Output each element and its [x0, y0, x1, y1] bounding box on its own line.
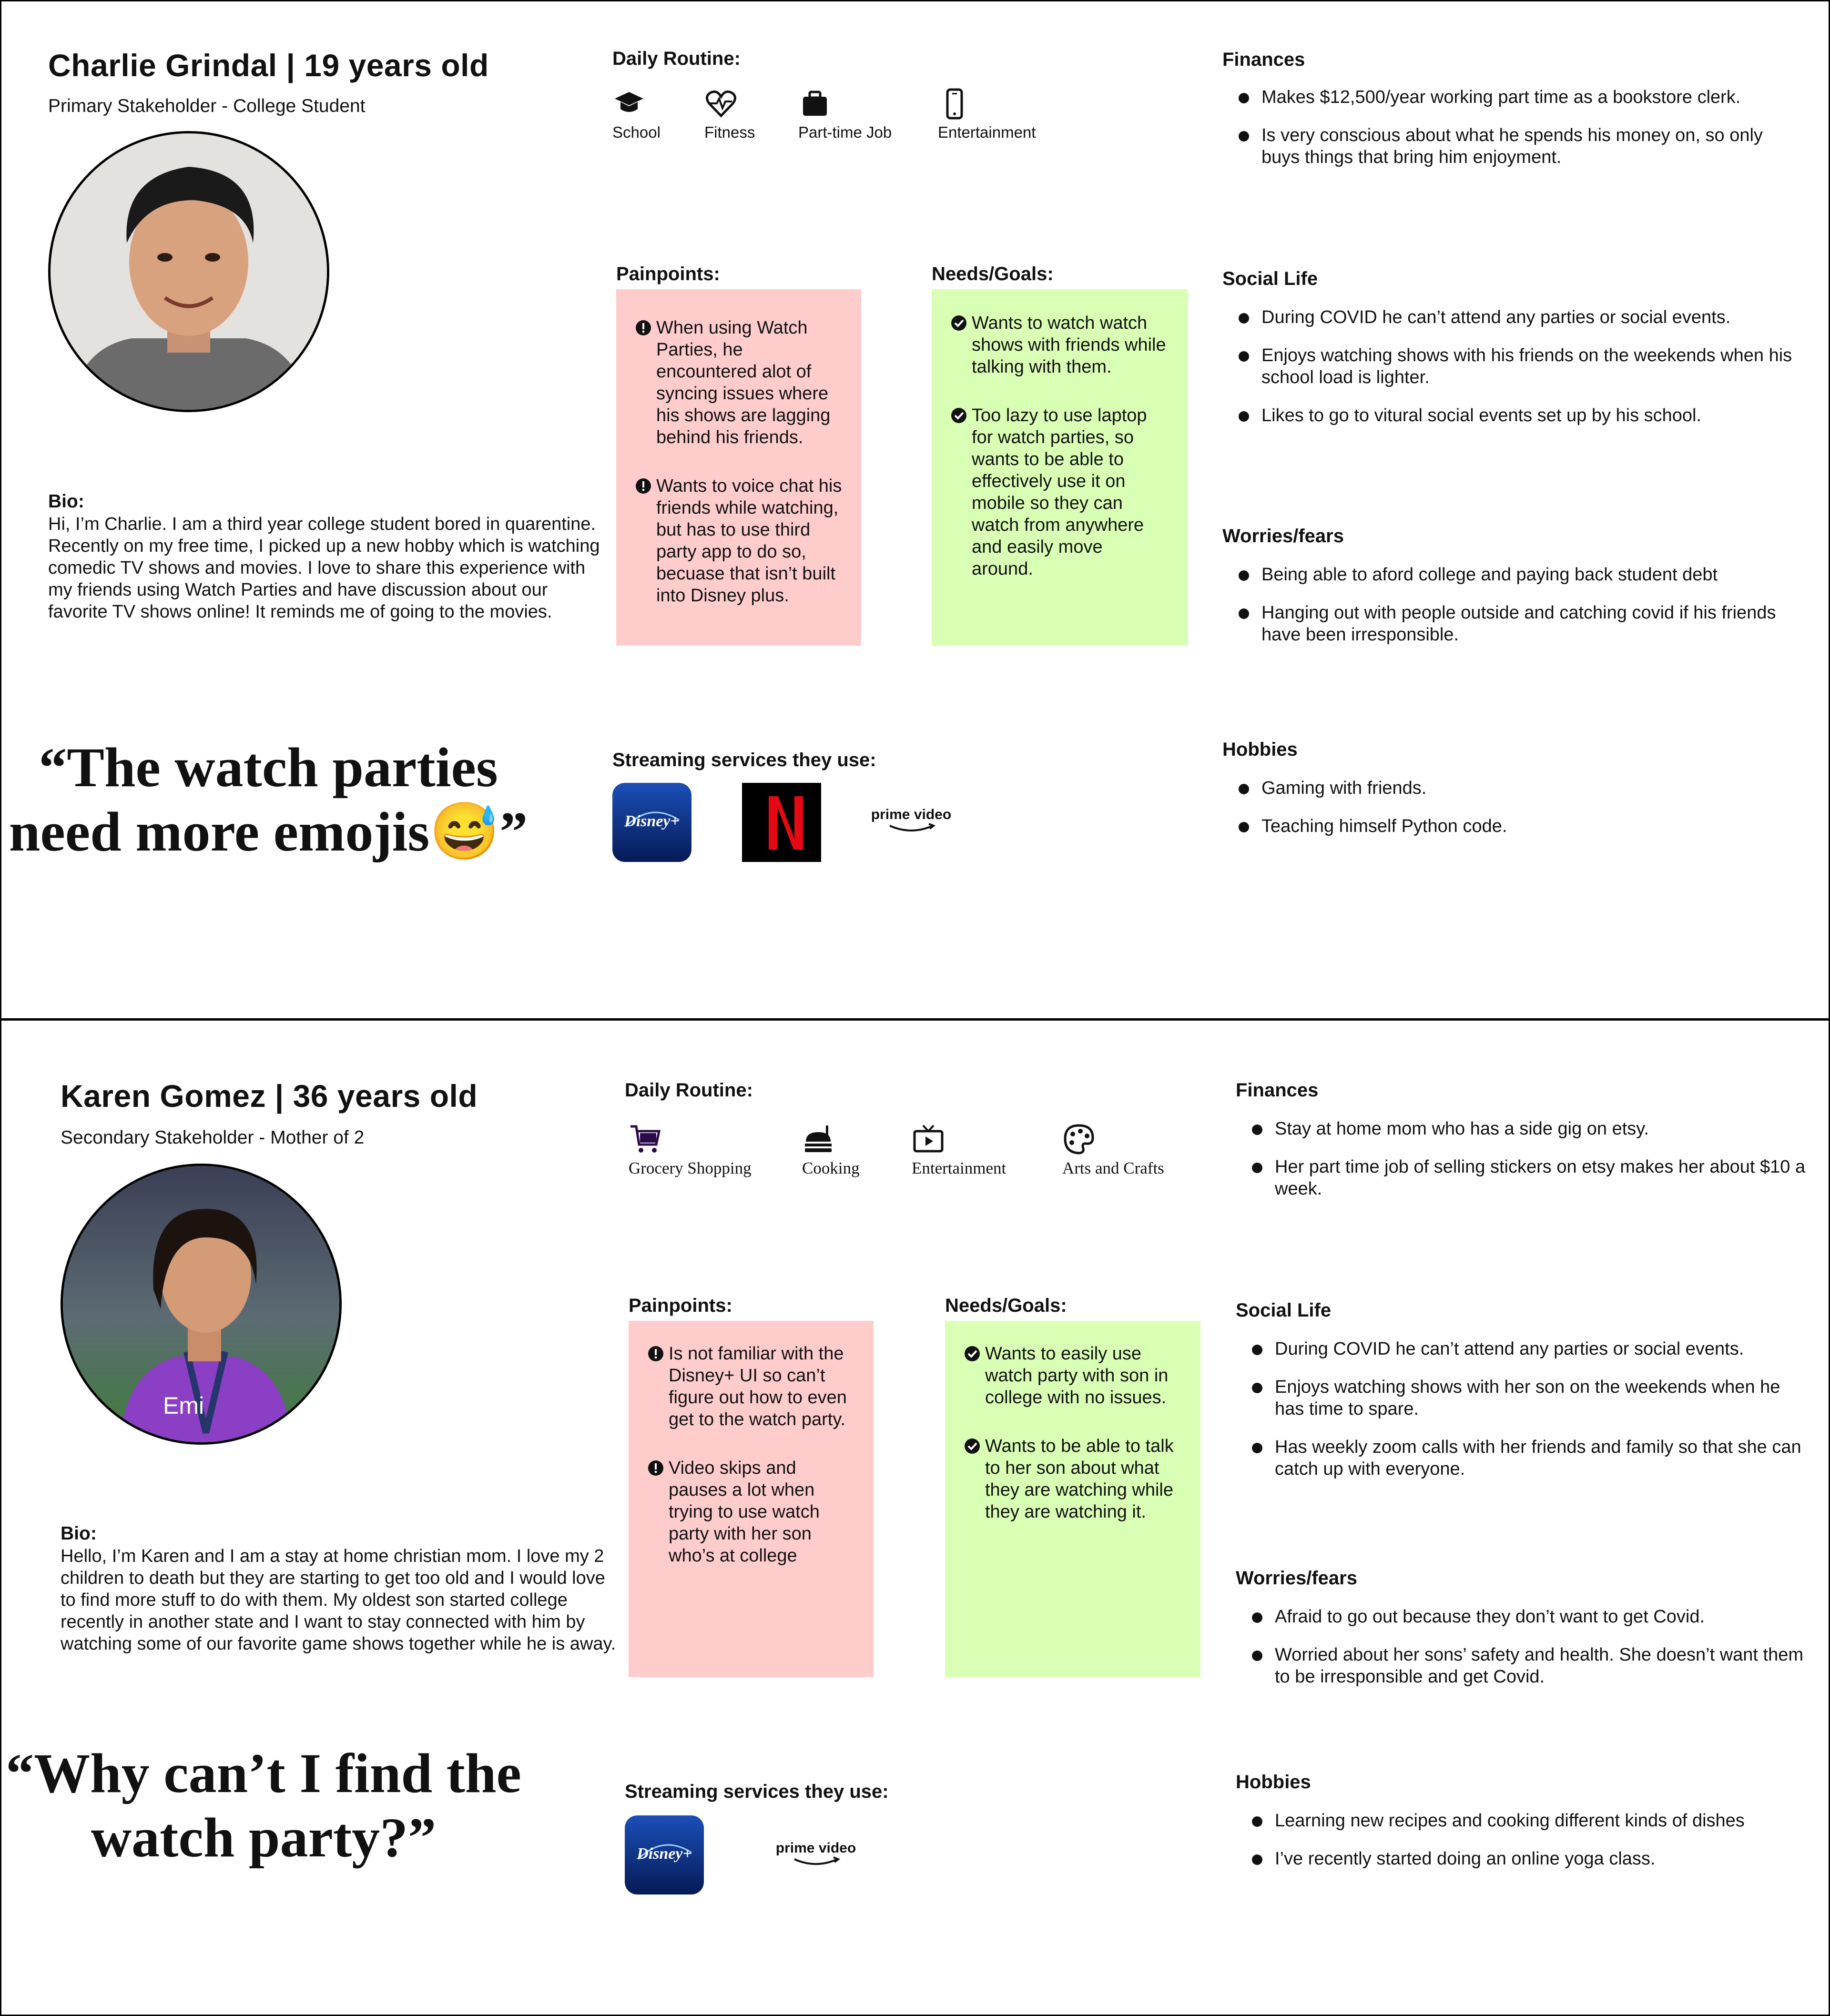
list-item: Learning new recipes and cooking different kinds of dishes — [1236, 1810, 1809, 1832]
list-item: I’ve recently started doing an online yoga class. — [1236, 1848, 1809, 1870]
avatar-photo-icon — [51, 133, 327, 410]
need-item: Wants to easily use watch party with son in college with no issues. — [964, 1343, 1181, 1408]
check-circle-icon — [964, 1346, 980, 1362]
svg-text:Emi: Emi — [163, 1392, 204, 1419]
routine-label: Fitness — [704, 123, 755, 141]
routine-label: Arts and Crafts — [1062, 1159, 1164, 1177]
alert-icon — [635, 320, 651, 336]
disney-plus-logo: Disney+ — [612, 783, 691, 864]
worries-heading: Worries/fears — [1222, 526, 1344, 547]
briefcase-icon — [798, 87, 832, 121]
bio-label: Bio: — [61, 1523, 97, 1544]
check-circle-icon — [951, 407, 967, 424]
persona-name: Charlie Grindal | 19 years old — [48, 48, 489, 83]
netflix-icon — [742, 783, 821, 862]
list-item: Her part time job of selling stickers on etsy makes her about $10 a week. — [1236, 1156, 1809, 1200]
prime-video-logo: prime video — [866, 807, 956, 837]
avatar — [61, 1164, 342, 1445]
worries-list — [1222, 564, 1795, 662]
social-list — [1236, 1338, 1809, 1496]
list-item: Being able to aford college and paying back student debt — [1222, 564, 1795, 586]
heartbeat-icon — [704, 87, 738, 121]
persona-role: Primary Stakeholder - College Student — [48, 96, 366, 116]
social-heading: Social Life — [1236, 1300, 1332, 1321]
routine-item-school — [612, 87, 661, 142]
avatar-photo-icon — [63, 1166, 339, 1442]
needs-heading: Needs/Goals: — [945, 1295, 1067, 1316]
smartphone-icon — [938, 87, 971, 121]
alert-icon — [635, 478, 651, 494]
avatar — [48, 131, 329, 412]
disney-plus-logo: Disney+ — [625, 1815, 704, 1897]
list-item: Hanging out with people outside and catching covid if his friends have been irresponsible. — [1222, 602, 1795, 646]
list-item: During COVID he can’t attend any parties or social events. — [1222, 306, 1795, 328]
bio-text: Hello, I’m Karen and I am a stay at home christian mom. I love my 2 children to death but they are starting to get too old and I would love to find more stuff to do with them. My oldest son started college recently in another state and I want to stay connected with him by watching some of our favorite game shows together while he is away. — [61, 1546, 616, 1654]
prime-video-logo: prime video — [771, 1840, 861, 1870]
hobbies-list — [1222, 777, 1795, 853]
needs-box — [932, 289, 1188, 646]
routine-label: Cooking — [802, 1159, 860, 1177]
painpoints-box — [629, 1321, 874, 1677]
alert-icon — [648, 1460, 664, 1476]
palette-icon — [1062, 1123, 1096, 1156]
persona-quote: “The watch parties need more emojis😅” — [9, 736, 528, 863]
list-item: Is very conscious about what he spends his money on, so only buys things that bring him enjoyment. — [1222, 124, 1795, 168]
needs-box — [945, 1321, 1200, 1677]
painpoint-item: Wants to voice chat his friends while watching, but has to use third party app to do so, becuase that isn’t built into Disney plus. — [635, 475, 842, 607]
painpoints-box — [616, 289, 861, 646]
prime-smile-icon — [866, 823, 956, 834]
finances-heading: Finances — [1222, 49, 1305, 70]
list-item: Gaming with friends. — [1222, 777, 1795, 799]
routine-item-cooking — [802, 1123, 860, 1178]
routine-label: School — [612, 123, 661, 141]
hobbies-heading: Hobbies — [1236, 1772, 1311, 1793]
daily-routine-heading: Daily Routine: — [625, 1080, 753, 1101]
list-item: Has weekly zoom calls with her friends and family so that she can catch up with everyone. — [1236, 1436, 1809, 1480]
painpoints-heading: Painpoints: — [629, 1295, 732, 1316]
routine-item-fitness — [704, 87, 755, 142]
finances-list — [1236, 1118, 1809, 1216]
tv-icon — [912, 1123, 945, 1156]
routine-item-entertainment — [938, 87, 1036, 142]
check-circle-icon — [951, 315, 967, 331]
routine-item-arts-and-crafts — [1062, 1123, 1164, 1178]
painpoint-item: Video skips and pauses a lot when trying to use watch party with her son who’s at college — [648, 1457, 854, 1567]
list-item: Likes to go to vitural social events set up by his school. — [1222, 405, 1795, 426]
routine-label: Grocery Shopping — [629, 1159, 752, 1177]
list-item: Stay at home mom who has a side gig on etsy. — [1236, 1118, 1809, 1140]
alert-icon — [648, 1346, 664, 1362]
shopping-cart-icon — [629, 1123, 662, 1156]
bio-text: Hi, I’m Charlie. I am a third year college student bored in quarentine. Recently on my free time, I picked up a new hobby which is watching comedic TV shows and movies. I love to share this experience with my friends using Watch Parties and have discussion about our favorite TV shows online! It reminds me of going to the movies. — [48, 514, 600, 622]
routine-item-part-time-job — [798, 87, 892, 142]
list-item: Enjoys watching shows with her son on the weekends when he has time to spare. — [1236, 1376, 1809, 1420]
finances-heading: Finances — [1236, 1080, 1319, 1101]
prime-smile-icon — [771, 1856, 861, 1868]
need-item: Too lazy to use laptop for watch parties, so wants to be able to effectively use it on mobile so they can watch from anywhere and easily move around. — [951, 405, 1169, 580]
social-heading: Social Life — [1222, 268, 1318, 289]
painpoints-heading: Painpoints: — [616, 263, 720, 284]
persona-quote: “Why can’t I find the watch party?” — [6, 1742, 521, 1869]
persona-card-karen — [0, 1019, 1830, 2016]
hobbies-heading: Hobbies — [1222, 739, 1298, 760]
daily-routine-heading: Daily Routine: — [612, 48, 741, 69]
list-item: Worried about her sons’ safety and health. She doesn’t want them to be irresponsible and get Covid. — [1236, 1644, 1809, 1688]
painpoint-item: When using Watch Parties, he encountered alot of syncing issues where his shows are lagging behind his friends. — [635, 317, 842, 448]
painpoint-item: Is not familiar with the Disney+ UI so can’t figure out how to even get to the watch party. — [648, 1343, 854, 1430]
hobbies-list — [1236, 1810, 1809, 1886]
finances-list — [1222, 86, 1795, 184]
netflix-logo — [742, 783, 821, 862]
routine-label: Entertainment — [938, 123, 1036, 141]
worries-list — [1236, 1606, 1809, 1704]
list-item: Enjoys watching shows with his friends on the weekends when his school load is lighter. — [1222, 344, 1795, 388]
routine-label: Entertainment — [912, 1159, 1006, 1177]
need-item: Wants to be able to talk to her son about what they are watching while they are watching it. — [964, 1435, 1181, 1523]
streaming-heading: Streaming services they use: — [612, 750, 876, 770]
list-item: Teaching himself Python code. — [1222, 815, 1795, 837]
routine-item-entertainment — [912, 1123, 1006, 1178]
persona-role: Secondary Stakeholder - Mother of 2 — [61, 1127, 365, 1148]
check-circle-icon — [964, 1438, 980, 1454]
list-item: During COVID he can’t attend any parties or social events. — [1236, 1338, 1809, 1360]
bio-label: Bio: — [48, 491, 84, 512]
routine-item-grocery-shopping — [629, 1123, 752, 1178]
persona-name: Karen Gomez | 36 years old — [61, 1078, 478, 1114]
list-item: Makes $12,500/year working part time as a bookstore clerk. — [1222, 86, 1795, 108]
routine-label: Part-time Job — [798, 123, 892, 141]
need-item: Wants to watch watch shows with friends while talking with them. — [951, 312, 1169, 378]
list-item: Afraid to go out because they don’t want to get Covid. — [1236, 1606, 1809, 1628]
graduation-cap-icon — [612, 87, 646, 121]
worries-heading: Worries/fears — [1236, 1568, 1357, 1589]
social-list — [1222, 306, 1795, 443]
cooking-icon — [802, 1123, 835, 1156]
needs-heading: Needs/Goals: — [932, 263, 1054, 284]
streaming-heading: Streaming services they use: — [625, 1781, 889, 1802]
